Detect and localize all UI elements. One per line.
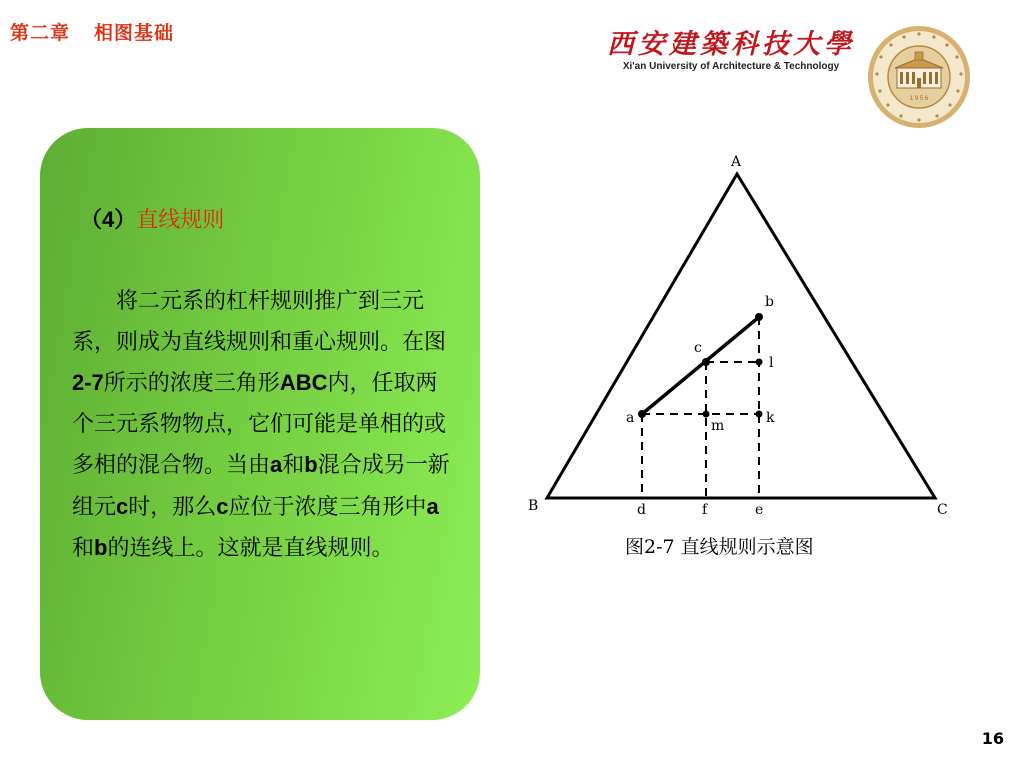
point-a-ref: a bbox=[426, 493, 439, 519]
triangle-name: ABC bbox=[279, 370, 328, 395]
rule-description bbox=[72, 282, 452, 570]
point-b-ref: b bbox=[304, 452, 318, 477]
point-c-ref: c bbox=[116, 493, 129, 519]
figure-caption: 图2-7 直线规则示意图 bbox=[625, 536, 814, 558]
text-segment: 的连线上。这就是直线规则。 bbox=[107, 536, 394, 561]
university-name-cn: 西安建築科技大學 bbox=[607, 29, 855, 60]
university-logo bbox=[866, 24, 972, 130]
base-label-d: d bbox=[637, 502, 646, 518]
point-a bbox=[638, 410, 646, 418]
point-label-c: c bbox=[694, 340, 702, 356]
vertex-label-c: C bbox=[937, 502, 948, 518]
point-label-a: a bbox=[626, 410, 635, 426]
point-c bbox=[702, 358, 710, 366]
point-b-ref: b bbox=[94, 535, 108, 560]
point-k bbox=[756, 411, 763, 418]
point-m bbox=[703, 411, 710, 418]
point-c-ref: c bbox=[216, 493, 229, 519]
text-segment: 和 bbox=[282, 453, 305, 478]
vertex-label-b: B bbox=[528, 498, 539, 514]
base-label-f: f bbox=[702, 502, 708, 518]
base-label-e: e bbox=[755, 502, 764, 518]
figure-reference: 2-7 bbox=[72, 370, 104, 395]
triangle-abc bbox=[547, 174, 935, 498]
university-name bbox=[602, 30, 860, 73]
text-segment: 混合成另一新组元 bbox=[72, 453, 450, 520]
text-segment: 和 bbox=[72, 536, 95, 561]
point-b bbox=[755, 313, 763, 321]
rule-heading-title: 直线规则 bbox=[136, 208, 225, 233]
section-title: 相图基础 bbox=[94, 22, 175, 44]
rule-heading-number: （4） bbox=[80, 207, 137, 232]
chapter-label: 第二章 bbox=[10, 22, 71, 44]
chapter-header bbox=[10, 18, 174, 45]
page-number: 16 bbox=[981, 729, 1004, 748]
vertex-label-a: A bbox=[731, 154, 742, 170]
logo-year: 1 9 5 6 bbox=[909, 96, 929, 102]
point-a-ref: a bbox=[270, 452, 283, 477]
text-segment: 所示的浓度三角形 bbox=[103, 371, 280, 396]
line-ab bbox=[642, 317, 759, 414]
text-segment: 应位于浓度三角形中 bbox=[228, 494, 427, 520]
text-segment: 时，那么 bbox=[128, 494, 217, 520]
text-segment: 将二元系的杠杆规则推广到三元系，则成为直线规则和重心规则。在图 bbox=[72, 289, 447, 355]
point-l bbox=[756, 359, 763, 366]
text-segment: 内，任取两个三元系物物点，它们可能是单相的或多相的混合物。当由 bbox=[72, 371, 447, 478]
point-label-l: l bbox=[769, 355, 774, 371]
concentration-triangle-diagram bbox=[520, 140, 960, 530]
point-label-b: b bbox=[765, 294, 774, 310]
point-label-k: k bbox=[766, 410, 775, 426]
point-label-m: m bbox=[711, 418, 725, 434]
rule-heading bbox=[80, 203, 224, 234]
university-name-en: Xi'an University of Architecture & Technology bbox=[622, 61, 840, 72]
